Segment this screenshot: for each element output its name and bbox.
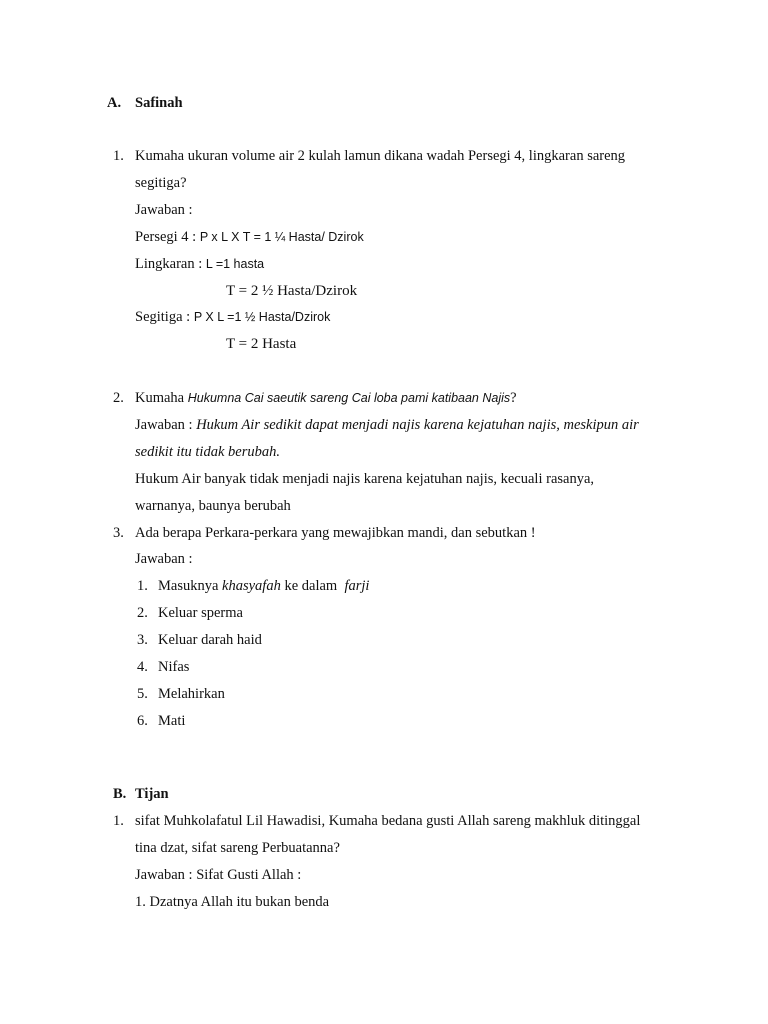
segitiga-label: Segitiga : — [135, 309, 194, 325]
section-b-letter: B. — [113, 786, 127, 802]
list-item: Nifas — [158, 659, 190, 675]
a-q2-text-prefix: Kumaha — [135, 390, 188, 406]
segitiga-formula: P X L =1 ½ Hasta/Dzirok — [193, 310, 331, 324]
a-q1-segitiga — [135, 308, 330, 326]
list-item: Keluar sperma — [158, 605, 243, 621]
a-q2-text — [135, 389, 517, 407]
section-a-title: Safinah — [135, 95, 183, 111]
list-item: Mati — [158, 713, 186, 729]
a-q2-answer-label: Jawaban : — [135, 417, 197, 433]
persegi-label: Persegi 4 : — [135, 229, 200, 245]
a-q2-answer-italic1: Hukum Air sedikit dapat menjadi najis karena kejatuhan najis, meskipun air — [196, 417, 639, 433]
b-q1-text-line1: sifat Muhkolafatul Lil Hawadisi, Kumaha bedana gusti Allah sareng makhluk ditinggal — [135, 813, 641, 829]
list-item-number: 5. — [137, 686, 148, 702]
lingkaran-label: Lingkaran : — [135, 256, 206, 272]
section-b-title: Tijan — [135, 786, 169, 802]
section-a-letter: A. — [107, 95, 122, 111]
a-q1-lingkaran — [135, 255, 264, 273]
list-item-number: 3. — [137, 632, 148, 648]
list-item-number: 4. — [137, 659, 148, 675]
a-q2-number: 2. — [113, 390, 124, 406]
a-q2-answer-line1 — [135, 416, 639, 434]
b-q1-answer-item1: 1. Dzatnya Allah itu bukan benda — [135, 894, 330, 910]
b-q1-answer-label: Jawaban : Sifat Gusti Allah : — [135, 867, 302, 883]
list-item-number: 2. — [137, 605, 148, 621]
a-q2-answer-line3: Hukum Air banyak tidak menjadi najis karena kejatuhan najis, kecuali rasanya, — [135, 471, 595, 487]
a-q1-text-line1: Kumaha ukuran volume air 2 kulah lamun dikana wadah Persegi 4, lingkaran sareng — [135, 148, 626, 164]
a-q1-persegi — [135, 228, 364, 246]
a-q2-answer-line4: warnanya, baunya berubah — [135, 498, 291, 514]
a-q1-lingkaran-t: T = 2 ½ Hasta/Dzirok — [226, 283, 358, 299]
b-q1-text-line2: tina dzat, sifat sareng Perbuatanna? — [135, 840, 340, 856]
list-item-italic2: farji — [344, 578, 370, 594]
a-q3-text: Ada berapa Perkara-perkara yang mewajibkan mandi, dan sebutkan ! — [135, 525, 536, 541]
a-q1-segitiga-t: T = 2 Hasta — [226, 336, 297, 352]
list-item-number: 6. — [137, 713, 148, 729]
list-item-italic1: khasyafah — [222, 578, 281, 594]
a-q1-answer-label: Jawaban : — [135, 202, 193, 218]
a-q2-answer-line2: sedikit itu tidak berubah. — [135, 444, 280, 460]
list-item: Keluar darah haid — [158, 632, 262, 648]
a-q1-number: 1. — [113, 148, 124, 164]
persegi-formula: P x L X T = 1 ¼ Hasta/ Dzirok — [199, 230, 364, 244]
list-item — [158, 577, 369, 595]
lingkaran-formula: L =1 hasta — [205, 257, 265, 271]
a-q1-text-line2: segitiga? — [135, 175, 187, 191]
list-item-mid: ke dalam — [280, 578, 345, 594]
a-q3-number: 3. — [113, 525, 124, 541]
list-item: Melahirkan — [158, 686, 225, 702]
a-q2-text-italic: Hukumna Cai saeutik sareng Cai loba pami katibaan Najis — [187, 391, 511, 405]
a-q2-text-suffix: ? — [510, 390, 517, 406]
b-q1-number: 1. — [113, 813, 124, 829]
list-item-number: 1. — [137, 578, 148, 594]
list-item-pre: Masuknya — [158, 578, 223, 594]
a-q3-answer-label: Jawaban : — [135, 551, 193, 567]
